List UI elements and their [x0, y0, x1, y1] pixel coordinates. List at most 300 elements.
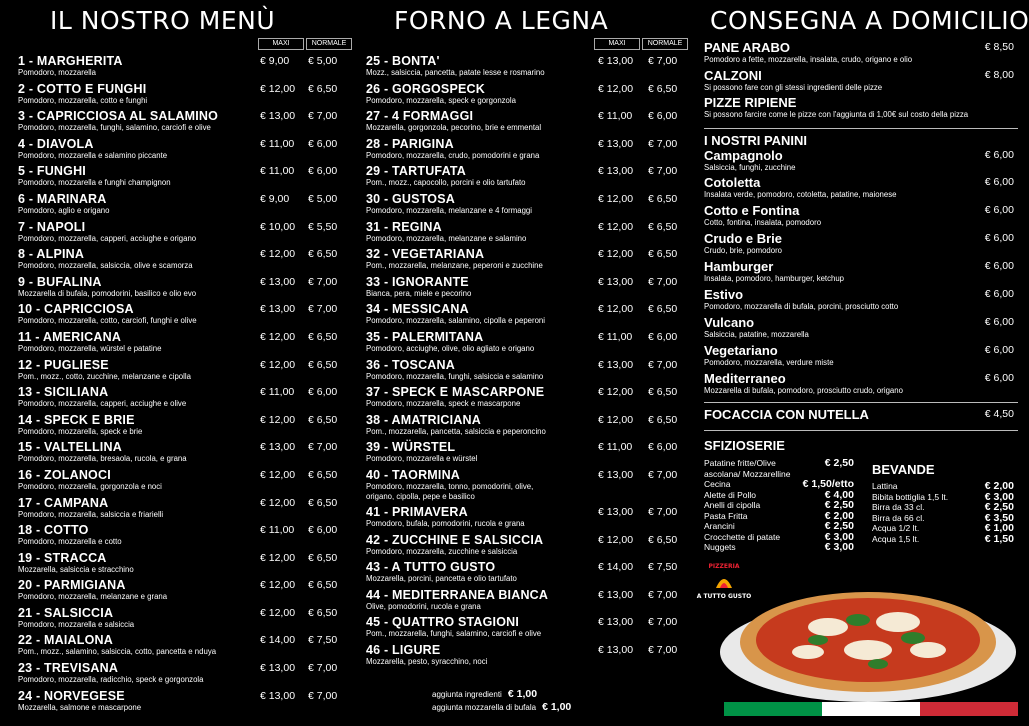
item-price: € 2,50 [824, 457, 854, 469]
price-normale: € 7,00 [308, 689, 338, 702]
menu-item [18, 578, 348, 606]
menu-item [366, 560, 696, 588]
menu-item [366, 440, 696, 468]
item-price: € 1,50/etto [802, 478, 854, 490]
price-maxi: € 12,00 [260, 82, 296, 95]
menu-item [366, 302, 696, 330]
item-name: 30 - GUSTOSA [366, 191, 455, 206]
item-name: 6 - MARINARA [18, 191, 107, 206]
item-name: 41 - PRIMAVERA [366, 504, 468, 519]
item-label: Birra da 33 cl. [872, 502, 925, 512]
menu-item [18, 220, 348, 248]
price-normale: € 7,00 [308, 303, 338, 316]
item-price: € 6,00 [984, 287, 1014, 300]
item-description: Pomodoro, mozzarella, radicchio, speck e gorgonzola [18, 675, 204, 685]
item-name: Cotto e Fontina [704, 203, 800, 219]
item-description: Mozzarella, gorgonzola, pecorino, brie e emmental [366, 123, 542, 133]
item-description: Pomodoro, mozzarella e würstel [366, 454, 478, 464]
item-name: 12 - PUGLIESE [18, 357, 109, 372]
item-price: € 4,00 [824, 488, 854, 501]
price-normale: € 6,00 [648, 110, 678, 123]
item-price: € 4,50 [984, 407, 1014, 420]
price-maxi: € 12,00 [598, 533, 634, 546]
menu-item [18, 633, 348, 661]
item-price: € 6,00 [984, 204, 1014, 217]
menu-item [366, 164, 696, 192]
price-normale: € 6,50 [308, 551, 338, 564]
menu-item [704, 315, 1018, 343]
item-description: Pom., mozzarella, funghi, salamino, carciofi e olive [366, 629, 542, 639]
price-maxi: € 12,00 [598, 82, 634, 95]
menu-item [366, 413, 696, 441]
item-description: Pom., mozz., capocollo, porcini e olio tartufato [366, 178, 526, 188]
item-description: Pomodoro, mozzarella, gorgonzola e noci [18, 481, 162, 491]
item-description: Pomodoro, mozzarella, bresaola, rucola, e grana [18, 454, 187, 464]
item-description: Pomodoro, mozzarella, tonno, pomodorini, olive, [366, 481, 534, 491]
price-normale: € 6,50 [308, 413, 338, 426]
item-description: Insalata verde, pomodoro, cotoletta, patatine, maionese [704, 190, 897, 200]
item-name: Cotoletta [704, 175, 761, 191]
price-normale: € 7,00 [648, 616, 678, 629]
menu-item [366, 643, 696, 671]
item-name: 33 - IGNORANTE [366, 274, 469, 289]
item-name: 27 - 4 FORMAGGI [366, 109, 474, 124]
item-name: 40 - TAORMINA [366, 467, 461, 482]
price-normale: € 7,00 [648, 468, 678, 481]
item-name: 9 - BUFALINA [18, 274, 102, 289]
menu-item [18, 523, 348, 551]
menu-item [366, 615, 696, 643]
item-price: € 2,00 [824, 509, 854, 522]
item-description: Pomodoro, mozzarella, verdure miste [704, 357, 834, 367]
price-maxi: € 12,00 [260, 330, 296, 343]
pizza-list [18, 54, 348, 716]
menu-item [366, 54, 696, 82]
menu-item [18, 496, 348, 524]
special-list [704, 40, 1018, 123]
item-description: Pom., mozz., cotto, zucchine, melanzane e cipolla [18, 371, 191, 381]
item-description: Mozzarella, pesto, syracchino, noci [366, 656, 488, 666]
item-label: Anelli di cipolla [704, 500, 761, 510]
column-title: CONSEGNA A DOMICILIO [710, 6, 1029, 35]
list-item [872, 534, 1014, 545]
price-maxi: € 12,00 [598, 192, 634, 205]
item-description: Pomodoro, mozzarella, salamino, cipolla e peperoni [366, 316, 545, 326]
divider [704, 402, 1018, 403]
price-normale: € 7,00 [648, 505, 678, 518]
item-name: 7 - NAPOLI [18, 219, 86, 234]
item-description: Si possono fare con gli stessi ingredienti delle pizze [704, 82, 883, 92]
item-description: Pom., mozzarella, melanzane, peperoni e zucchine [366, 261, 543, 271]
price-maxi: € 12,00 [260, 358, 296, 371]
price-normale: € 6,50 [648, 413, 678, 426]
price-maxi: € 13,00 [598, 643, 634, 656]
item-name: 32 - VEGETARIANA [366, 247, 485, 262]
item-label: Nuggets [704, 542, 736, 552]
price-normale: € 7,00 [308, 662, 338, 675]
item-label: ascolana/ Mozzarelline [704, 468, 791, 479]
item-name: 35 - PALERMITANA [366, 329, 484, 344]
price-normale: € 6,50 [648, 533, 678, 546]
extra-bufala: aggiunta mozzarella di bufala € 1,00 [432, 701, 572, 713]
item-description: Pomodoro, mozzarella di bufala, porcini, prosciutto cotto [704, 301, 899, 311]
header-maxi: MAXI [594, 38, 640, 50]
item-name: Estivo [704, 286, 744, 302]
price-normale: € 7,00 [308, 275, 338, 288]
menu-item [366, 82, 696, 110]
price-maxi: € 11,00 [260, 524, 295, 537]
item-description: Mozzarella, porcini, pancetta e olio tartufato [366, 574, 517, 584]
item-name: CALZONI [704, 67, 762, 83]
item-name: 24 - NORVEGESE [18, 688, 125, 703]
price-normale: € 6,00 [308, 165, 338, 178]
item-description: Insalata, pomodoro, hamburger, ketchup [704, 274, 844, 284]
item-name: Vegetariano [704, 342, 778, 358]
list-item [872, 523, 1014, 534]
price-normale: € 6,00 [648, 441, 678, 454]
menu-item [704, 231, 1018, 259]
price-maxi: € 11,00 [260, 137, 295, 150]
price-maxi: € 13,00 [598, 137, 634, 150]
item-label: Alette di Pollo [704, 489, 756, 500]
flag-red [920, 702, 1018, 716]
price-normale: € 7,00 [648, 358, 678, 371]
menu-item [18, 551, 348, 579]
item-description: Pomodoro, mozzarella, funghi, salsiccia e salamino [366, 371, 544, 381]
item-name: Mediterraneo [704, 370, 786, 386]
item-description: Pomodoro, mozzarella e cotto [18, 537, 122, 547]
menu-item [18, 330, 348, 358]
item-description: Pomodoro, bufala, pomodorini, rucola e grana [366, 518, 525, 528]
bevande-list [872, 481, 1014, 544]
item-price: € 3,50 [984, 511, 1014, 524]
menu-item [18, 440, 348, 468]
item-description: Mozzarella, salsiccia e stracchino [18, 564, 134, 574]
menu-item [366, 220, 696, 248]
price-normale: € 7,50 [308, 634, 338, 647]
menu-item [18, 413, 348, 441]
delivery-section [704, 40, 1018, 435]
item-label: Lattina [872, 481, 898, 491]
item-name: 45 - QUATTRO STAGIONI [366, 615, 520, 630]
item-name: 2 - COTTO E FUNGHI [18, 81, 147, 96]
item-name: 43 - A TUTTO GUSTO [366, 560, 496, 575]
item-price: € 6,00 [984, 232, 1014, 245]
item-price: € 6,00 [984, 148, 1014, 161]
header-maxi: MAXI [258, 38, 304, 50]
item-description: Pomodoro, mozzarella, speck e brie [18, 426, 143, 436]
item-price: € 6,00 [984, 260, 1014, 273]
header-normale: NORMALE [642, 38, 688, 50]
item-description: Mozzarella, salmone e mascarpone [18, 702, 142, 712]
item-description: Olive, pomodorini, rucola e grana [366, 601, 481, 611]
item-name: 42 - ZUCCHINE E SALSICCIA [366, 532, 544, 547]
item-description: Pomodoro, mozzarella e funghi champignon [18, 178, 171, 188]
price-maxi: € 9,00 [260, 192, 290, 205]
logo-text-top: PIZZERIA [708, 563, 740, 570]
price-normale: € 6,50 [648, 82, 678, 95]
item-description: Pomodoro, mozzarella, zucchine e salsiccia [366, 546, 518, 556]
item-description: Pomodoro, mozzarella, salsiccia, olive e scamorza [18, 261, 193, 271]
item-name: 4 - DIAVOLA [18, 136, 94, 151]
price-normale: € 6,00 [308, 386, 338, 399]
menu-item [366, 533, 696, 561]
price-normale: € 6,00 [308, 137, 338, 150]
menu-item [366, 330, 696, 358]
price-normale: € 6,50 [648, 220, 678, 233]
item-price: € 3,00 [824, 541, 854, 553]
bevande-title: BEVANDE [872, 462, 935, 477]
item-name: 25 - BONTA' [366, 54, 440, 68]
item-price: € 2,50 [824, 520, 854, 532]
logo-text-bottom: A TUTTO GUSTO [696, 593, 752, 600]
menu-item [18, 302, 348, 330]
item-label: Acqua 1/2 lt. [872, 523, 920, 533]
item-name: 3 - CAPRICCIOSA AL SALAMINO [18, 109, 219, 124]
price-maxi: € 13,00 [260, 303, 296, 316]
price-maxi: € 13,00 [260, 689, 296, 702]
item-name: PIZZE RIPIENE [704, 95, 797, 110]
item-name: 28 - PARIGINA [366, 136, 454, 151]
item-price: € 8,00 [984, 68, 1014, 81]
item-name: PANE ARABO [704, 40, 790, 55]
price-maxi: € 11,00 [598, 441, 633, 454]
item-name: FOCACCIA CON NUTELLA [704, 406, 869, 422]
price-maxi: € 14,00 [598, 561, 634, 574]
price-normale: € 6,00 [648, 330, 678, 343]
item-description: Pomodoro, mozzarella, speck e gorgonzola [366, 95, 516, 105]
column-title: IL NOSTRO MENÙ [50, 6, 276, 35]
item-description: Pomodoro, mozzarella, cotto e funghi [18, 95, 148, 105]
item-name: 1 - MARGHERITA [18, 54, 123, 68]
price-maxi: € 12,00 [598, 413, 634, 426]
list-item [704, 458, 854, 469]
item-name: 17 - CAMPANA [18, 495, 109, 510]
menu-item [18, 109, 348, 137]
menu-item [366, 275, 696, 303]
item-name: 14 - SPECK E BRIE [18, 412, 135, 427]
item-name: 15 - VALTELLINA [18, 440, 122, 455]
item-description: Pomodoro, mozzarella, melanzane e grana [18, 592, 168, 602]
sfizioserie-list [704, 458, 854, 553]
price-maxi: € 11,00 [260, 165, 295, 178]
item-description: Mozzarella di bufala, pomodoro, prosciutto crudo, origano [704, 385, 903, 395]
menu-item [18, 137, 348, 165]
price-maxi: € 13,00 [598, 505, 634, 518]
price-normale: € 6,00 [308, 524, 338, 537]
panini-title: I NOSTRI PANINI [704, 132, 808, 148]
item-description: Pomodoro, mozzarella, capperi, acciughe e olive [18, 399, 187, 409]
divider [704, 430, 1018, 431]
column-title: FORNO A LEGNA [394, 6, 609, 35]
price-maxi: € 13,00 [260, 110, 296, 123]
menu-item [366, 247, 696, 275]
item-name: 22 - MAIALONA [18, 633, 113, 648]
menu-item [366, 358, 696, 386]
item-name: 19 - STRACCA [18, 550, 107, 565]
price-normale: € 6,50 [308, 579, 338, 592]
flag-white [822, 702, 920, 716]
price-normale: € 7,00 [648, 137, 678, 150]
italian-flag [724, 702, 1018, 716]
item-name: Hamburger [704, 259, 774, 275]
list-item [704, 542, 854, 553]
price-maxi: € 12,00 [260, 551, 296, 564]
item-description: Pom., mozz., salamino, salsiccia, cotto, pancetta e nduya [18, 647, 217, 657]
price-maxi: € 11,00 [598, 110, 633, 123]
price-normale: € 6,50 [308, 606, 338, 619]
item-description: Pomodoro, mozzarella, capperi, acciughe e origano [18, 233, 197, 243]
item-label: Arancini [704, 521, 735, 531]
item-price: € 1,00 [984, 522, 1014, 534]
menu-item [18, 385, 348, 413]
item-price: € 1,50 [984, 532, 1014, 545]
item-description: Pomodoro, mozzarella, würstel e patatine [18, 343, 162, 353]
item-price: € 6,00 [984, 176, 1014, 189]
menu-item [366, 192, 696, 220]
price-maxi: € 12,00 [598, 386, 634, 399]
price-maxi: € 12,00 [260, 579, 296, 592]
item-label: Crocchette di patate [704, 531, 781, 542]
price-normale: € 7,00 [308, 441, 338, 454]
price-normale: € 6,50 [308, 496, 338, 509]
menu-item [366, 385, 696, 413]
item-description: Mozz., salsiccia, pancetta, patate lesse e rosmarino [366, 68, 545, 77]
item-name: 46 - LIGURE [366, 642, 441, 657]
price-maxi: € 13,00 [598, 275, 634, 288]
item-name: 10 - CAPRICCIOSA [18, 302, 134, 317]
item-description: Pomodoro, mozzarella, funghi, salamino, carciofi e olive [18, 123, 211, 133]
price-normale: € 7,50 [648, 561, 678, 574]
item-name: 13 - SICILIANA [18, 385, 109, 400]
item-description: Pomodoro, mozzarella, melanzane e 4 formaggi [366, 205, 532, 215]
price-normale: € 7,00 [648, 55, 678, 67]
item-label: Birra da 66 cl. [872, 512, 925, 523]
item-name: Vulcano [704, 314, 755, 330]
list-item [704, 500, 854, 511]
item-name: 37 - SPECK E MASCARPONE [366, 385, 545, 400]
item-description: Pomodoro, mozzarella e salamino piccante [18, 150, 168, 160]
price-normale: € 6,50 [308, 468, 338, 481]
menu-item [704, 148, 1018, 176]
item-price: € 2,50 [984, 501, 1014, 513]
item-description: Pomodoro, mozzarella, crudo, pomodorini e grana [366, 150, 540, 160]
focaccia-item [704, 407, 1018, 422]
menu-item [18, 247, 348, 275]
pizza-image [718, 572, 1018, 700]
item-name: 23 - TREVISANA [18, 661, 119, 676]
list-item [872, 481, 1014, 492]
menu-item [366, 468, 696, 505]
item-price: € 3,00 [984, 490, 1014, 503]
price-maxi: € 12,00 [260, 468, 296, 481]
sfizioserie [704, 438, 854, 553]
price-normale: € 7,00 [648, 165, 678, 178]
menu-item [18, 358, 348, 386]
item-price: € 2,00 [984, 480, 1014, 492]
item-description: Cotto, fontina, insalata, pomodoro [704, 218, 822, 228]
item-description: Pomodoro a fette, mozzarella, insalata, crudo, origano e olio [704, 55, 913, 64]
price-normale: € 6,50 [308, 330, 338, 343]
menu-item [704, 287, 1018, 315]
price-normale: € 5,00 [308, 192, 338, 205]
item-description: Salsiccia, funghi, zucchine [704, 162, 796, 172]
price-maxi: € 13,00 [598, 468, 634, 481]
price-normale: € 6,50 [648, 248, 678, 261]
menu-item [366, 137, 696, 165]
pizza-list [366, 54, 696, 670]
item-price: € 3,00 [824, 530, 854, 543]
menu-item [18, 606, 348, 634]
item-description: Pomodoro, mozzarella, speck e mascarpone [366, 399, 521, 409]
price-maxi: € 11,00 [598, 330, 633, 343]
item-name: 29 - TARTUFATA [366, 164, 467, 179]
item-name: 31 - REGINA [366, 219, 442, 234]
menu-item [18, 164, 348, 192]
price-normale: € 6,50 [648, 192, 678, 205]
item-price: € 6,00 [984, 343, 1014, 356]
item-name: 21 - SALSICCIA [18, 605, 114, 620]
panini-list [704, 148, 1018, 399]
price-normale: € 7,00 [648, 588, 678, 601]
item-label: Patatine fritte/Olive [704, 458, 776, 468]
price-maxi: € 13,00 [260, 662, 296, 675]
item-name: 38 - AMATRICIANA [366, 412, 482, 427]
price-normale: € 6,50 [308, 248, 338, 261]
menu-item [18, 275, 348, 303]
menu-item [18, 82, 348, 110]
item-price: € 6,00 [984, 371, 1014, 384]
price-normale: € 6,50 [648, 303, 678, 316]
price-headers [594, 38, 690, 50]
item-description: Pomodoro, acciughe, olive, olio agliato e origano [366, 343, 535, 353]
item-description: Pom., mozzarella, pancetta, salsiccia e peperoncino [366, 426, 546, 436]
price-maxi: € 13,00 [598, 165, 634, 178]
menu-item [18, 192, 348, 220]
bevande [872, 462, 1014, 544]
item-label: Acqua 1,5 lt. [872, 533, 920, 544]
item-description-2: origano, cipolla, pepe e basilico [366, 491, 475, 501]
price-maxi: € 14,00 [260, 634, 296, 647]
price-maxi: € 12,00 [260, 496, 296, 509]
menu-item [704, 343, 1018, 371]
price-maxi: € 13,00 [598, 588, 634, 601]
item-name: 16 - ZOLANOCI [18, 467, 111, 482]
item-name: 34 - MESSICANA [366, 302, 469, 317]
item-description: Pomodoro, mozzarella e salsiccia [18, 619, 135, 629]
header-normale: NORMALE [306, 38, 352, 50]
item-name: 39 - WÜRSTEL [366, 440, 456, 455]
price-normale: € 5,50 [308, 220, 338, 233]
item-description: Bianca, pera, miele e pecorino [366, 288, 472, 298]
item-price: € 2,50 [824, 499, 854, 511]
price-maxi: € 12,00 [260, 248, 296, 261]
item-description: Pomodoro, aglio e origano [18, 205, 110, 215]
flag-green [724, 702, 822, 716]
price-maxi: € 12,00 [260, 606, 296, 619]
list-item [872, 502, 1014, 513]
price-maxi: € 11,00 [260, 386, 295, 399]
price-normale: € 7,00 [648, 643, 678, 656]
price-headers [258, 38, 354, 50]
item-description: Pomodoro, mozzarella, cotto, carciofi, funghi e olive [18, 316, 197, 326]
item-description: Salsiccia, patatine, mozzarella [704, 329, 809, 339]
menu-item [704, 371, 1018, 399]
price-normale: € 6,50 [648, 386, 678, 399]
item-name: 8 - ALPINA [18, 247, 85, 262]
price-maxi: € 13,00 [260, 275, 296, 288]
menu-item [704, 203, 1018, 231]
